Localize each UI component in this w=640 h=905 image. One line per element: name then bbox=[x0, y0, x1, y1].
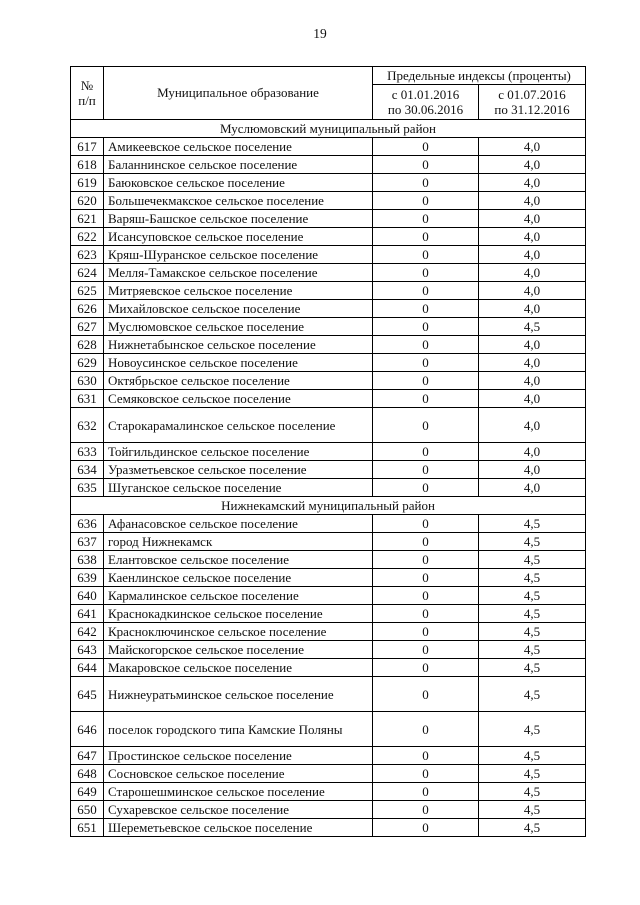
index-period-2: 4,0 bbox=[479, 282, 586, 300]
municipality-name: Амикеевское сельское поселение bbox=[104, 138, 373, 156]
table-row bbox=[71, 515, 586, 533]
index-period-1: 0 bbox=[373, 819, 479, 837]
row-number: 624 bbox=[71, 264, 104, 282]
index-period-2: 4,5 bbox=[479, 533, 586, 551]
row-number: 635 bbox=[71, 479, 104, 497]
municipality-name: Сосновское сельское поселение bbox=[104, 765, 373, 783]
table-row bbox=[71, 192, 586, 210]
row-number: 645 bbox=[71, 677, 104, 712]
row-number: 644 bbox=[71, 659, 104, 677]
index-period-2: 4,5 bbox=[479, 569, 586, 587]
index-period-2: 4,5 bbox=[479, 318, 586, 336]
table-row bbox=[71, 282, 586, 300]
page-number: 19 bbox=[313, 26, 327, 41]
section-header-row bbox=[71, 497, 586, 515]
municipality-name: поселок городского типа Камские Поляны bbox=[104, 712, 373, 747]
table-row bbox=[71, 156, 586, 174]
row-number: 625 bbox=[71, 282, 104, 300]
row-number: 641 bbox=[71, 605, 104, 623]
index-period-1: 0 bbox=[373, 765, 479, 783]
header-period-1-to: по 30.06.2016 bbox=[387, 102, 464, 117]
index-period-2: 4,5 bbox=[479, 515, 586, 533]
municipality-name: Семяковское сельское поселение bbox=[104, 390, 373, 408]
index-period-2: 4,5 bbox=[479, 551, 586, 569]
municipality-name: Баланнинское сельское поселение bbox=[104, 156, 373, 174]
table-row bbox=[71, 318, 586, 336]
table-row bbox=[71, 587, 586, 605]
index-period-2: 4,5 bbox=[479, 801, 586, 819]
row-number: 620 bbox=[71, 192, 104, 210]
municipality-name: Мелля-Тамакское сельское поселение bbox=[104, 264, 373, 282]
row-number: 640 bbox=[71, 587, 104, 605]
municipality-name: Макаровское сельское поселение bbox=[104, 659, 373, 677]
table-row bbox=[71, 246, 586, 264]
index-period-1: 0 bbox=[373, 443, 479, 461]
municipality-name: Баюковское сельское поселение bbox=[104, 174, 373, 192]
table-row bbox=[71, 659, 586, 677]
municipality-name: Краснокадкинское сельское поселение bbox=[104, 605, 373, 623]
municipality-name: Старокарамалинское сельское поселение bbox=[104, 408, 373, 443]
section-title: Нижнекамский муниципальный район bbox=[71, 497, 586, 515]
row-number: 622 bbox=[71, 228, 104, 246]
index-period-2: 4,5 bbox=[479, 819, 586, 837]
index-period-2: 4,0 bbox=[479, 192, 586, 210]
municipality-name: Нижнеуратьминское сельское поселение bbox=[104, 677, 373, 712]
index-period-1: 0 bbox=[373, 461, 479, 479]
index-period-1: 0 bbox=[373, 712, 479, 747]
row-number: 628 bbox=[71, 336, 104, 354]
table-row bbox=[71, 372, 586, 390]
table-row bbox=[71, 569, 586, 587]
index-period-1: 0 bbox=[373, 479, 479, 497]
municipality-name: Сухаревское сельское поселение bbox=[104, 801, 373, 819]
index-period-1: 0 bbox=[373, 677, 479, 712]
index-period-2: 4,5 bbox=[479, 747, 586, 765]
row-number: 649 bbox=[71, 783, 104, 801]
municipality-name: Каенлинское сельское поселение bbox=[104, 569, 373, 587]
row-number: 623 bbox=[71, 246, 104, 264]
row-number: 637 bbox=[71, 533, 104, 551]
index-period-2: 4,0 bbox=[479, 461, 586, 479]
index-period-2: 4,0 bbox=[479, 246, 586, 264]
table-row bbox=[71, 443, 586, 461]
municipality-name: Шереметьевское сельское поселение bbox=[104, 819, 373, 837]
table-row bbox=[71, 819, 586, 837]
table-row bbox=[71, 783, 586, 801]
index-period-2: 4,5 bbox=[479, 783, 586, 801]
index-period-1: 0 bbox=[373, 210, 479, 228]
section-header-row bbox=[71, 120, 586, 138]
table-row bbox=[71, 747, 586, 765]
header-number-sub: п/п bbox=[78, 93, 96, 108]
table-row bbox=[71, 479, 586, 497]
row-number: 630 bbox=[71, 372, 104, 390]
index-period-1: 0 bbox=[373, 264, 479, 282]
index-period-1: 0 bbox=[373, 372, 479, 390]
table-row bbox=[71, 801, 586, 819]
row-number: 629 bbox=[71, 354, 104, 372]
index-period-1: 0 bbox=[373, 228, 479, 246]
row-number: 648 bbox=[71, 765, 104, 783]
index-period-2: 4,0 bbox=[479, 210, 586, 228]
row-number: 618 bbox=[71, 156, 104, 174]
table-row bbox=[71, 300, 586, 318]
index-period-2: 4,0 bbox=[479, 408, 586, 443]
index-period-2: 4,0 bbox=[479, 443, 586, 461]
index-period-1: 0 bbox=[373, 282, 479, 300]
index-period-2: 4,5 bbox=[479, 605, 586, 623]
index-period-1: 0 bbox=[373, 354, 479, 372]
row-number: 634 bbox=[71, 461, 104, 479]
index-period-1: 0 bbox=[373, 551, 479, 569]
index-period-2: 4,0 bbox=[479, 264, 586, 282]
header-period-2-to: по 31.12.2016 bbox=[494, 102, 570, 117]
municipality-name: Кряш-Шуранское сельское поселение bbox=[104, 246, 373, 264]
municipality-name: Михайловское сельское поселение bbox=[104, 300, 373, 318]
table-row bbox=[71, 677, 586, 712]
municipality-name: Простинское сельское поселение bbox=[104, 747, 373, 765]
table-header bbox=[71, 67, 586, 120]
row-number: 642 bbox=[71, 623, 104, 641]
index-period-1: 0 bbox=[373, 300, 479, 318]
index-period-1: 0 bbox=[373, 783, 479, 801]
table-body bbox=[71, 120, 586, 837]
index-period-2: 4,0 bbox=[479, 372, 586, 390]
municipality-name: Муслюмовское сельское поселение bbox=[104, 318, 373, 336]
municipality-name: Кармалинское сельское поселение bbox=[104, 587, 373, 605]
index-period-1: 0 bbox=[373, 569, 479, 587]
header-number-sign: № bbox=[80, 78, 94, 93]
table-row bbox=[71, 461, 586, 479]
table-row bbox=[71, 605, 586, 623]
index-period-2: 4,0 bbox=[479, 354, 586, 372]
row-number: 638 bbox=[71, 551, 104, 569]
table-row bbox=[71, 641, 586, 659]
index-period-1: 0 bbox=[373, 390, 479, 408]
row-number: 627 bbox=[71, 318, 104, 336]
municipality-name: Афанасовское сельское поселение bbox=[104, 515, 373, 533]
index-period-2: 4,5 bbox=[479, 623, 586, 641]
index-period-1: 0 bbox=[373, 623, 479, 641]
index-period-1: 0 bbox=[373, 408, 479, 443]
index-period-1: 0 bbox=[373, 138, 479, 156]
table-row bbox=[71, 354, 586, 372]
row-number: 636 bbox=[71, 515, 104, 533]
index-period-2: 4,5 bbox=[479, 641, 586, 659]
header-period-2 bbox=[479, 85, 586, 120]
municipality-name: город Нижнекамск bbox=[104, 533, 373, 551]
row-number: 633 bbox=[71, 443, 104, 461]
index-period-1: 0 bbox=[373, 801, 479, 819]
index-period-2: 4,0 bbox=[479, 336, 586, 354]
row-number: 647 bbox=[71, 747, 104, 765]
table-row bbox=[71, 390, 586, 408]
municipality-name: Уразметьевское сельское поселение bbox=[104, 461, 373, 479]
table-row bbox=[71, 533, 586, 551]
municipality-name: Исансуповское сельское поселение bbox=[104, 228, 373, 246]
index-period-2: 4,5 bbox=[479, 659, 586, 677]
index-period-2: 4,5 bbox=[479, 587, 586, 605]
municipality-name: Елантовское сельское поселение bbox=[104, 551, 373, 569]
municipality-name: Тойгильдинское сельское поселение bbox=[104, 443, 373, 461]
municipality-name: Красноключинское сельское поселение bbox=[104, 623, 373, 641]
table-row bbox=[71, 264, 586, 282]
header-number-cell bbox=[71, 67, 104, 120]
municipality-name: Старошешминское сельское поселение bbox=[104, 783, 373, 801]
row-number: 631 bbox=[71, 390, 104, 408]
row-number: 650 bbox=[71, 801, 104, 819]
index-period-1: 0 bbox=[373, 659, 479, 677]
index-period-1: 0 bbox=[373, 246, 479, 264]
table-row bbox=[71, 210, 586, 228]
row-number: 621 bbox=[71, 210, 104, 228]
index-period-2: 4,5 bbox=[479, 712, 586, 747]
table-row bbox=[71, 174, 586, 192]
header-indices-group: Предельные индексы (проценты) bbox=[373, 67, 586, 85]
index-period-2: 4,0 bbox=[479, 228, 586, 246]
index-period-1: 0 bbox=[373, 156, 479, 174]
index-period-1: 0 bbox=[373, 174, 479, 192]
municipality-name: Октябрьское сельское поселение bbox=[104, 372, 373, 390]
section-title: Муслюмовский муниципальный район bbox=[71, 120, 586, 138]
municipality-name: Митряевское сельское поселение bbox=[104, 282, 373, 300]
index-period-2: 4,0 bbox=[479, 390, 586, 408]
index-period-1: 0 bbox=[373, 605, 479, 623]
index-period-1: 0 bbox=[373, 533, 479, 551]
municipality-name: Нижнетабынское сельское поселение bbox=[104, 336, 373, 354]
municipality-name: Варяш-Башское сельское поселение bbox=[104, 210, 373, 228]
municipality-name: Новоусинское сельское поселение bbox=[104, 354, 373, 372]
header-period-1-from: с 01.01.2016 bbox=[391, 87, 460, 102]
row-number: 632 bbox=[71, 408, 104, 443]
table-row bbox=[71, 408, 586, 443]
index-period-1: 0 bbox=[373, 747, 479, 765]
indices-table bbox=[70, 66, 586, 837]
row-number: 643 bbox=[71, 641, 104, 659]
row-number: 651 bbox=[71, 819, 104, 837]
table-row bbox=[71, 138, 586, 156]
index-period-1: 0 bbox=[373, 515, 479, 533]
table-row bbox=[71, 336, 586, 354]
municipality-name: Большечекмакское сельское поселение bbox=[104, 192, 373, 210]
row-number: 617 bbox=[71, 138, 104, 156]
table-row bbox=[71, 228, 586, 246]
municipality-name: Майскогорское сельское поселение bbox=[104, 641, 373, 659]
index-period-2: 4,0 bbox=[479, 174, 586, 192]
row-number: 626 bbox=[71, 300, 104, 318]
index-period-1: 0 bbox=[373, 641, 479, 659]
table-row bbox=[71, 623, 586, 641]
index-period-2: 4,0 bbox=[479, 156, 586, 174]
index-period-2: 4,0 bbox=[479, 300, 586, 318]
index-period-2: 4,0 bbox=[479, 138, 586, 156]
index-period-2: 4,5 bbox=[479, 677, 586, 712]
municipality-name: Шуганское сельское поселение bbox=[104, 479, 373, 497]
header-period-1 bbox=[373, 85, 479, 120]
header-municipality: Муниципальное образование bbox=[104, 67, 373, 120]
index-period-2: 4,0 bbox=[479, 479, 586, 497]
table-row bbox=[71, 551, 586, 569]
row-number: 646 bbox=[71, 712, 104, 747]
row-number: 619 bbox=[71, 174, 104, 192]
index-period-1: 0 bbox=[373, 318, 479, 336]
index-period-1: 0 bbox=[373, 587, 479, 605]
index-period-2: 4,5 bbox=[479, 765, 586, 783]
header-period-2-from: с 01.07.2016 bbox=[498, 87, 566, 102]
index-period-1: 0 bbox=[373, 192, 479, 210]
index-period-1: 0 bbox=[373, 336, 479, 354]
table-row bbox=[71, 712, 586, 747]
row-number: 639 bbox=[71, 569, 104, 587]
table-row bbox=[71, 765, 586, 783]
